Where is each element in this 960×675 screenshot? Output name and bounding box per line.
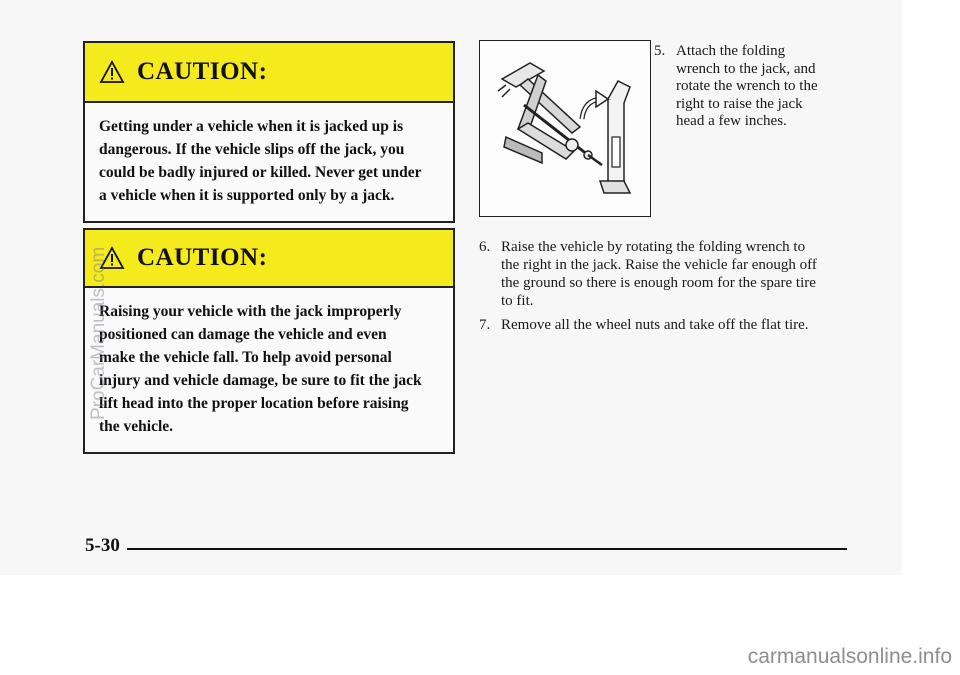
caution-title: CAUTION: (137, 58, 268, 85)
caution-box-jack-position (83, 228, 455, 454)
page-number: 5-30 (85, 535, 120, 556)
step-5: 5. Attach the folding wrench to the jack, and rotate the wrench to the right to raise the jack head a few inches. (654, 43, 818, 129)
footer-rule (127, 548, 847, 550)
caution-box-jacked-vehicle (83, 41, 455, 223)
scissor-jack-drawing (480, 41, 650, 216)
caution-title: CAUTION: (137, 244, 268, 271)
bottom-watermark: carmanualsonline.info (747, 645, 952, 668)
caution-text: Getting under a vehicle when it is jacked up is dangerous. If the vehicle slips off the jack, you could be badly injured or killed. Never get under a vehicle when it is supported only by a jack. (99, 118, 422, 204)
step-number: 6. (479, 239, 491, 255)
caution-text: Raising your vehicle with the jack improperly positioned can damage the vehicle and even make the vehicle fall. To help avoid personal injury and vehicle damage, be sure to fit the jack lift head into the proper location before raising the vehicle. (99, 303, 422, 435)
step-7: 7. Remove all the wheel nuts and take off the flat tire. (479, 317, 809, 333)
warning-triangle-icon (99, 60, 125, 84)
step-number: 5. (654, 43, 666, 59)
side-watermark: ProCarManuals.com (88, 246, 109, 420)
jack-illustration (479, 40, 651, 217)
step-number: 7. (479, 317, 491, 333)
caution-header (85, 230, 453, 288)
step-6: 6. Raise the vehicle by rotating the folding wrench to the right in the jack. Raise the vehicle far enough off the ground so there is enough room for the spare tire to fit. (479, 239, 817, 309)
caution-header (85, 43, 453, 103)
